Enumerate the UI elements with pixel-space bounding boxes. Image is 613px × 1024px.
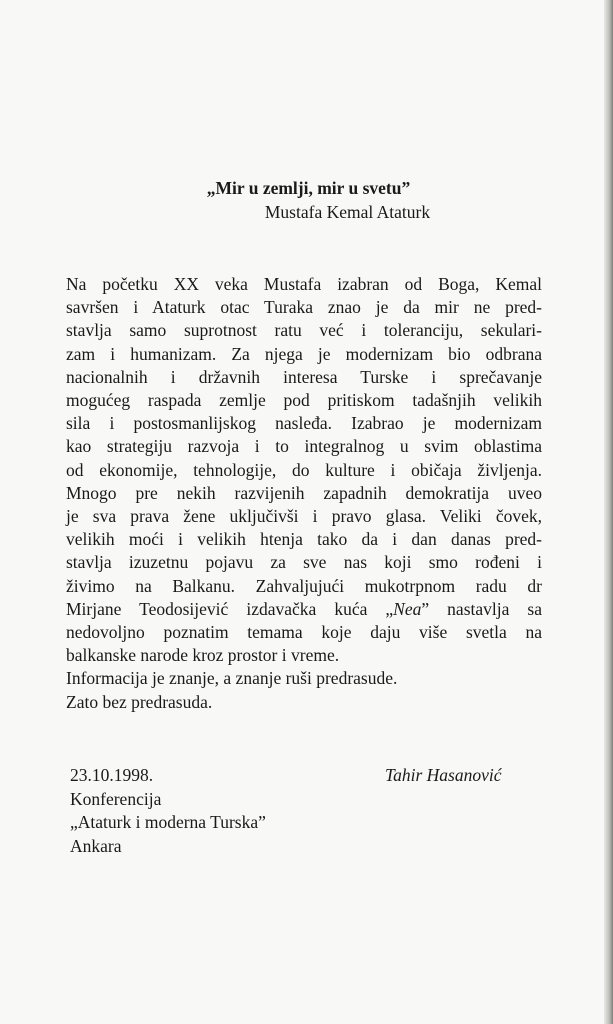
footer-event-title: „Ataturk i moderna Turska”	[70, 812, 266, 832]
quote-author: Mustafa Kemal Ataturk	[264, 202, 431, 222]
body-line: velikih moći i velikih htenja tako da i dan danas pred-	[66, 529, 542, 550]
body-line: Mnogo pre nekih razvijenih zapadnih demokratija uveo	[66, 482, 542, 503]
body-paragraph	[66, 273, 542, 714]
body-line: stavlja izuzetnu pojavu za sve nas koji smo rođeni i	[66, 552, 542, 573]
body-line: nedovoljno poznatim temama koje daju više svetla na	[66, 622, 542, 643]
body-line: sila i postosmanlijskog nasleđa. Izabrao je modernizam	[66, 413, 542, 434]
body-line: živimo na Balkanu. Zahvaljujući mukotrpnom radu dr	[66, 575, 542, 596]
body-line: mogućeg raspada zemlje pod pritiskom tadašnjih velikih	[66, 390, 542, 411]
publisher-text-before: Mirjane Teodosijević izdavačka kuća „	[66, 598, 394, 619]
closing-line: Informacija je znanje, a znanje ruši predrasude.	[66, 668, 398, 689]
footer-place: Ankara	[70, 835, 122, 856]
author-signature: Tahir Hasanović	[385, 765, 502, 785]
body-line: savršen i Ataturk otac Turaka znao je da mir ne pred-	[66, 297, 542, 318]
quote-title: „Mir u zemlji, mir u svetu”	[206, 178, 411, 198]
body-line: Na početku XX veka Mustafa izabran od Boga, Kemal	[66, 274, 542, 294]
body-line: od ekonomije, tehnologije, do kulture i običaja življenja.	[66, 459, 542, 480]
body-line: zam i humanizam. Za njega je modernizam bio odbrana	[66, 343, 542, 364]
publisher-name: Nea	[393, 598, 422, 619]
body-line-publisher	[66, 598, 542, 621]
body-line: nacionalnih i državnih interesa Turske i sprečavanje	[66, 366, 542, 387]
closing-line: Zato bez predrasuda.	[66, 691, 213, 712]
heading-block	[0, 176, 613, 224]
footer-date: 23.10.1998.	[70, 765, 154, 785]
page-edge-shadow	[604, 0, 613, 1024]
publisher-text-after: ” nastavlja sa	[421, 598, 543, 619]
body-line: je sva prava žene uključivši i pravo glasa. Veliki čovek,	[66, 506, 542, 527]
footer-event: Konferencija	[70, 788, 162, 809]
body-line: stavlja samo suprotnost ratu već i toleranciju, sekulari-	[66, 320, 542, 341]
footer-block	[70, 764, 266, 858]
body-line: kao strategiju razvoja i to integralnog u svim oblastima	[66, 436, 542, 457]
body-line: balkanske narode kroz prostor i vreme.	[66, 645, 340, 666]
